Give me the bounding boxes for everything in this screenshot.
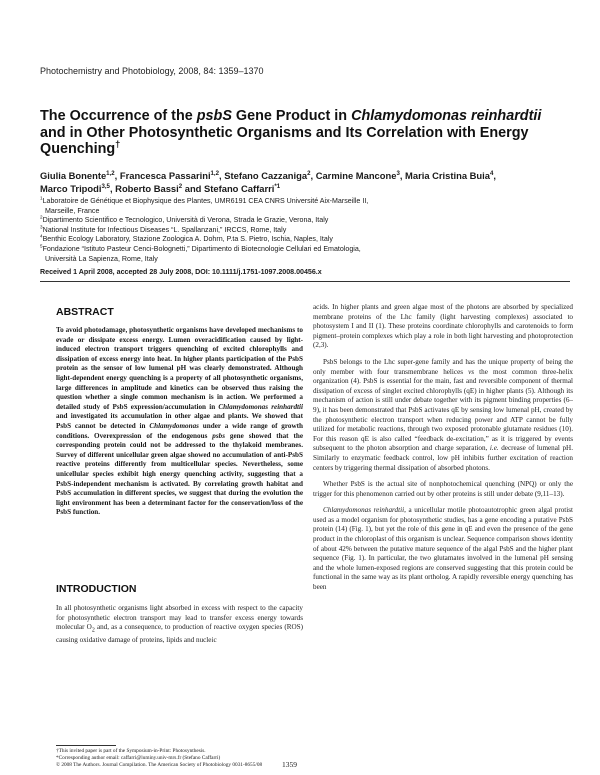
header-divider [40,281,570,282]
right-column-body [313,303,573,593]
paragraph-lhc: acids. In higher plants and green algae most of the photons are absorbed by specialized membrane proteins of the Lhc family (light harvesting complexes) associated to photosystem I and II (1). These proteins coordinate chlorophylls and carotenoids to form pigment–protein complexes which play a role in both light harvesting and photoprotection (2,3). [313,303,573,350]
affiliation-1-cont: Marseille, France [45,206,100,215]
abstract-heading: ABSTRACT [56,306,114,318]
abstract-body: To avoid photodamage, photosynthetic organisms have developed mechanisms to evade or dissipate excess energy. Lumen overacidification caused by light-induced electron transport triggers quenching of excited chlorophylls and dissipation of excess energy into heat. In higher plants participation of the PsbS protein as the sensor of low lumenal pH was clearly demonstrated. Although light-dependent energy quenching is a property of all photosynthetic organisms, large differences in amplitude and kinetics can be observed thus raising the question whether a single common mechanism is in action. We performed a detailed study of PsbS expression/accumulation in Chlamydomonas reinhardtii and investigated its accumulation in other algae and plants. We showed that PsbS cannot be detected in Chlamydomonas under a wide range of growth conditions. Overexpression of the endogenous psbs gene showed that the corresponding protein could not be addressed to the thylakoid membranes. Survey of different unicellular green algae showed no accumulation of anti-PsbS reactive proteins differently from multicellular species. Nevertheless, some unicellular species exhibit high energy quenching activity, suggesting that a PsbS-independent mechanism is activated. By correlating growth habitat and PsbS accumulation in different species, we suggest that during the evolution the light environment has been a determinant factor for the conservation/loss of the PsbS function. [56,326,303,517]
page-number: 1359 [282,760,297,769]
affiliation-5-cont: Università La Sapienza, Rome, Italy [45,254,158,263]
footnotes [56,748,303,768]
footnote-copyright: © 2008 The Authors. Journal Compilation. The American Society of Photobiology 0031-8655/08 [56,761,263,768]
paragraph-psbs: PsbS belongs to the Lhc super-gene family and has the unique property of being the only member with four transmembrane helices vs the most common three-helix organization (4). PsbS is essential for the main, fast and reversible component of thermal dissipation of excess of singlet excited chlorophylls (qE) in higher plants (5). Although its mechanism of action is still under debate together with its pigment binding properties (6–9), it has been demonstrated that PsbS activates qE by sensing low lumenal pH, created by the photosynthetic electron transport when reducing power and ATP cannot be fully utilized for metabolic reactions, through two exposed protonable glutamate residues (10). For this reason qE is also called “feedback de-excitation,” as it is triggered by events subsequent to the photon absorption and charge separation, i.e. decrease of lumenal pH. Similarly to enzymatic feedback control, low pH inhibits further excitation of reaction centers by triggering thermal dissipation of absorbed photons. [313,357,574,472]
affiliation-2: $^2$Dipartimento Scientifico e Tecnologico, Università di Verona, Strada le Grazie, Verona, Italy [40,214,329,225]
affiliation-5: $^5$Fondazione “Istituto Pasteur Cenci-Bolognetti,” Dipartimento di Biotecnologie Cellulari ed Ematologia, [40,243,361,253]
affiliations [40,197,575,264]
journal-citation: Photochemistry and Photobiology, 2008, 84: 1359–1370 [40,66,264,76]
affiliation-3: $^3$National Institute for Infectious Diseases “L. Spallanzani,” IRCCS, Rome, Italy [40,224,287,234]
affiliation-4: $^4$Benthic Ecology Laboratory, Stazione Zoologica A. Dohrn, P.ta S. Pietro, Ischia, Naples, Italy [40,234,333,244]
author-list: Giulia Bonente$^{1,2}$, Francesca Passarini$^{1,2}$, Stefano Cazzaniga$^2$, Carmine Mancone$^3$, Maria Cristina Buia$^4$, Marco Tripodi$^{3,5}$, Roberto Bassi$^2$ and Stefano Caffarri$^{*1}$ [40,169,496,194]
introduction-body: In all photosynthetic organisms light absorbed in excess with respect to the capacity for photosynthetic electron transport may lead to transfer excess energy towards molecular $O_2$ and, as a consequence, to production of reactive oxygen species (ROS) causing oxidative damage of proteins, lipids and nucleic [56,604,303,645]
affiliation-1: $^1$Laboratoire de Génétique et Biophysique des Plantes, UMR6191 CEA CNRS Université Aix-Marseille II, [40,195,369,205]
paragraph-npq: Whether PsbS is the actual site of nonphotochemical quenching (NPQ) or only the trigger for this phenomenon carried out by other proteins is still under debate (9,11–13). [313,480,573,498]
introduction-heading: INTRODUCTION [56,583,137,595]
paragraph-chlamydomonas: Chlamydomonas reinhardtii, a unicellular motile photoautotrophic green algal protist used as a model organism for photosynthetic studies, has a gene encoding a putative PsbS protein (14) (Fig. 1), but yet the role of this gene in qE and even the presence of the gene product in the chloroplast of this organism is unclear. Sequence comparison shows identity of about 42% between the putative mature sequence of the algal PsbS and the higher plant sequence (Fig. 1). In particular, the two glutamates involved in the lumenal pH sensing and the whole lumen-exposed regions are conserved suggesting that this protein could be functional in the same way as its plant ortholog. A rapidly reversible energy quenching has been [313,506,574,592]
footnote-corresponding: *Corresponding author email: caffarri@luminy.univ-mrs.fr (Stefano Caffarri) [56,754,221,761]
received-line: Received 1 April 2008, accepted 28 July 2008, DOI: 10.1111/j.1751-1097.2008.00456.x [40,268,322,276]
article-title: The Occurrence of the psbS Gene Product in Chlamydomonas reinhardtii and in Other Photosynthetic Organisms and Its Correlation with Energy Quenching† [40,108,542,158]
footnote-divider [56,745,116,746]
footnote-invited: †This invited paper is part of the Symposium-in-Print: Photosynthesis. [56,748,206,754]
